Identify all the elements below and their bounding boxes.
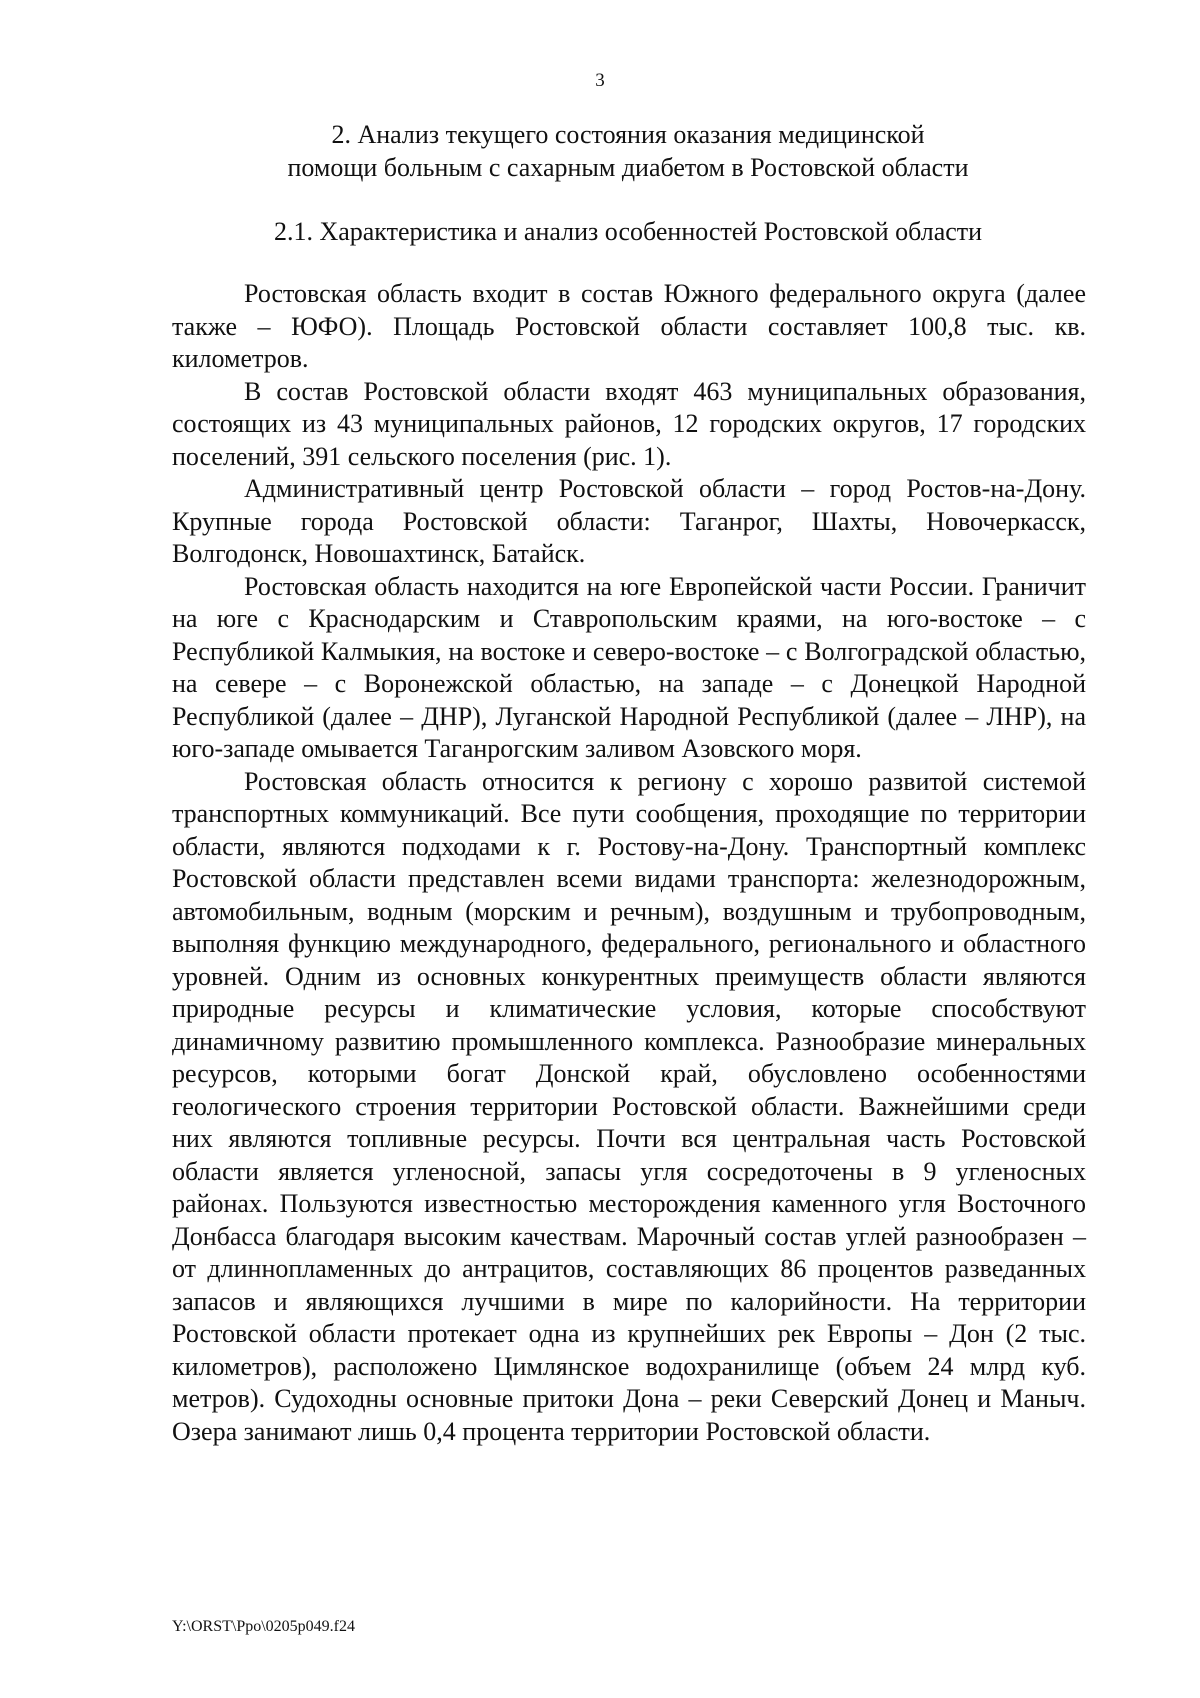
paragraph-3: Административный центр Ростовской области – город Ростов-на-Дону. Крупные города Ростовской области: Таганрог, Шахты, Новочеркасск, Волгодонск, Новошахтинск, Батайск. bbox=[172, 474, 1086, 568]
section-title-line-1: 2. Анализ текущего состояния оказания медицинской bbox=[331, 120, 925, 149]
body-text bbox=[172, 278, 1086, 1448]
paragraph-4: Ростовская область находится на юге Европейской части России. Граничит на юге с Краснодарским и Ставропольским краями, на юго-востоке – с Республикой Калмыкия, на востоке и северо-востоке – с Волгоградской областью, на севере – с Воронежской областью, на западе – с Донецкой Народной Республикой (далее – ДНР), Луганской Народной Республикой (далее – ЛНР), на юго-западе омывается Таганрогским заливом Азовского моря. bbox=[172, 571, 1086, 763]
paragraph-5: Ростовская область относится к региону с хорошо развитой системой транспортных коммуникаций. Все пути сообщения, проходящие по территории области, являются подходами к г. Ростову-на-Дону. Транспортный комплекс Ростовской области представлен всеми видами транспорта: железнодорожным, автомобильным, водным (морским и речным), воздушным и трубопроводным, выполняя функцию международного, федерального, регионального и областного уровней. Одним из основных конкурентных преимуществ области являются природные ресурсы и климатические условия, которые способствуют динамичному развитию промышленного комплекса. Разнообразие минеральных ресурсов, которыми богат Донской край, обусловлено особенностями геологического строения территории Ростовской области. Важнейшими среди них являются топливные ресурсы. Почти вся центральная часть Ростовской области является угленосной, запасы угля сосредоточены в 9 угленосных районах. Пользуются известностью месторождения каменного угля Восточного Донбасса благодаря высоким качествам. Марочный состав углей разнообразен – от длиннопламенных до антрацитов, составляющих 86 процентов разведанных запасов и являющихся лучшими в мире по калорийности. На территории Ростовской области протекает одна из крупнейших рек Европы – Дон (2 тыс. километров), расположено Цимлянское водохранилище (объем 24 млрд куб. метров). Судоходны основные притоки Дона – реки Северский Донец и Маныч. Озера занимают лишь 0,4 процента территории Ростовской области. bbox=[172, 766, 1086, 1446]
paragraph-2: В состав Ростовской области входят 463 муниципальных образования, состоящих из 43 муниципальных районов, 12 городских округов, 17 городских поселений, 391 сельского поселения (рис. 1). bbox=[172, 376, 1086, 471]
section-title bbox=[170, 118, 1086, 184]
paragraph-1: Ростовская область входит в состав Южного федерального округа (далее также – ЮФО). Площадь Ростовской области составляет 100,8 тыс. кв. километров. bbox=[172, 279, 1086, 373]
section-title-line-2: помощи больным с сахарным диабетом в Ростовской области bbox=[287, 153, 969, 182]
footer-file-path: Y:\ORST\Ppo\0205p049.f24 bbox=[172, 1618, 355, 1635]
page-number: 3 bbox=[595, 70, 605, 91]
subsection-title: 2.1. Характеристика и анализ особенностей Ростовской области bbox=[273, 217, 983, 246]
